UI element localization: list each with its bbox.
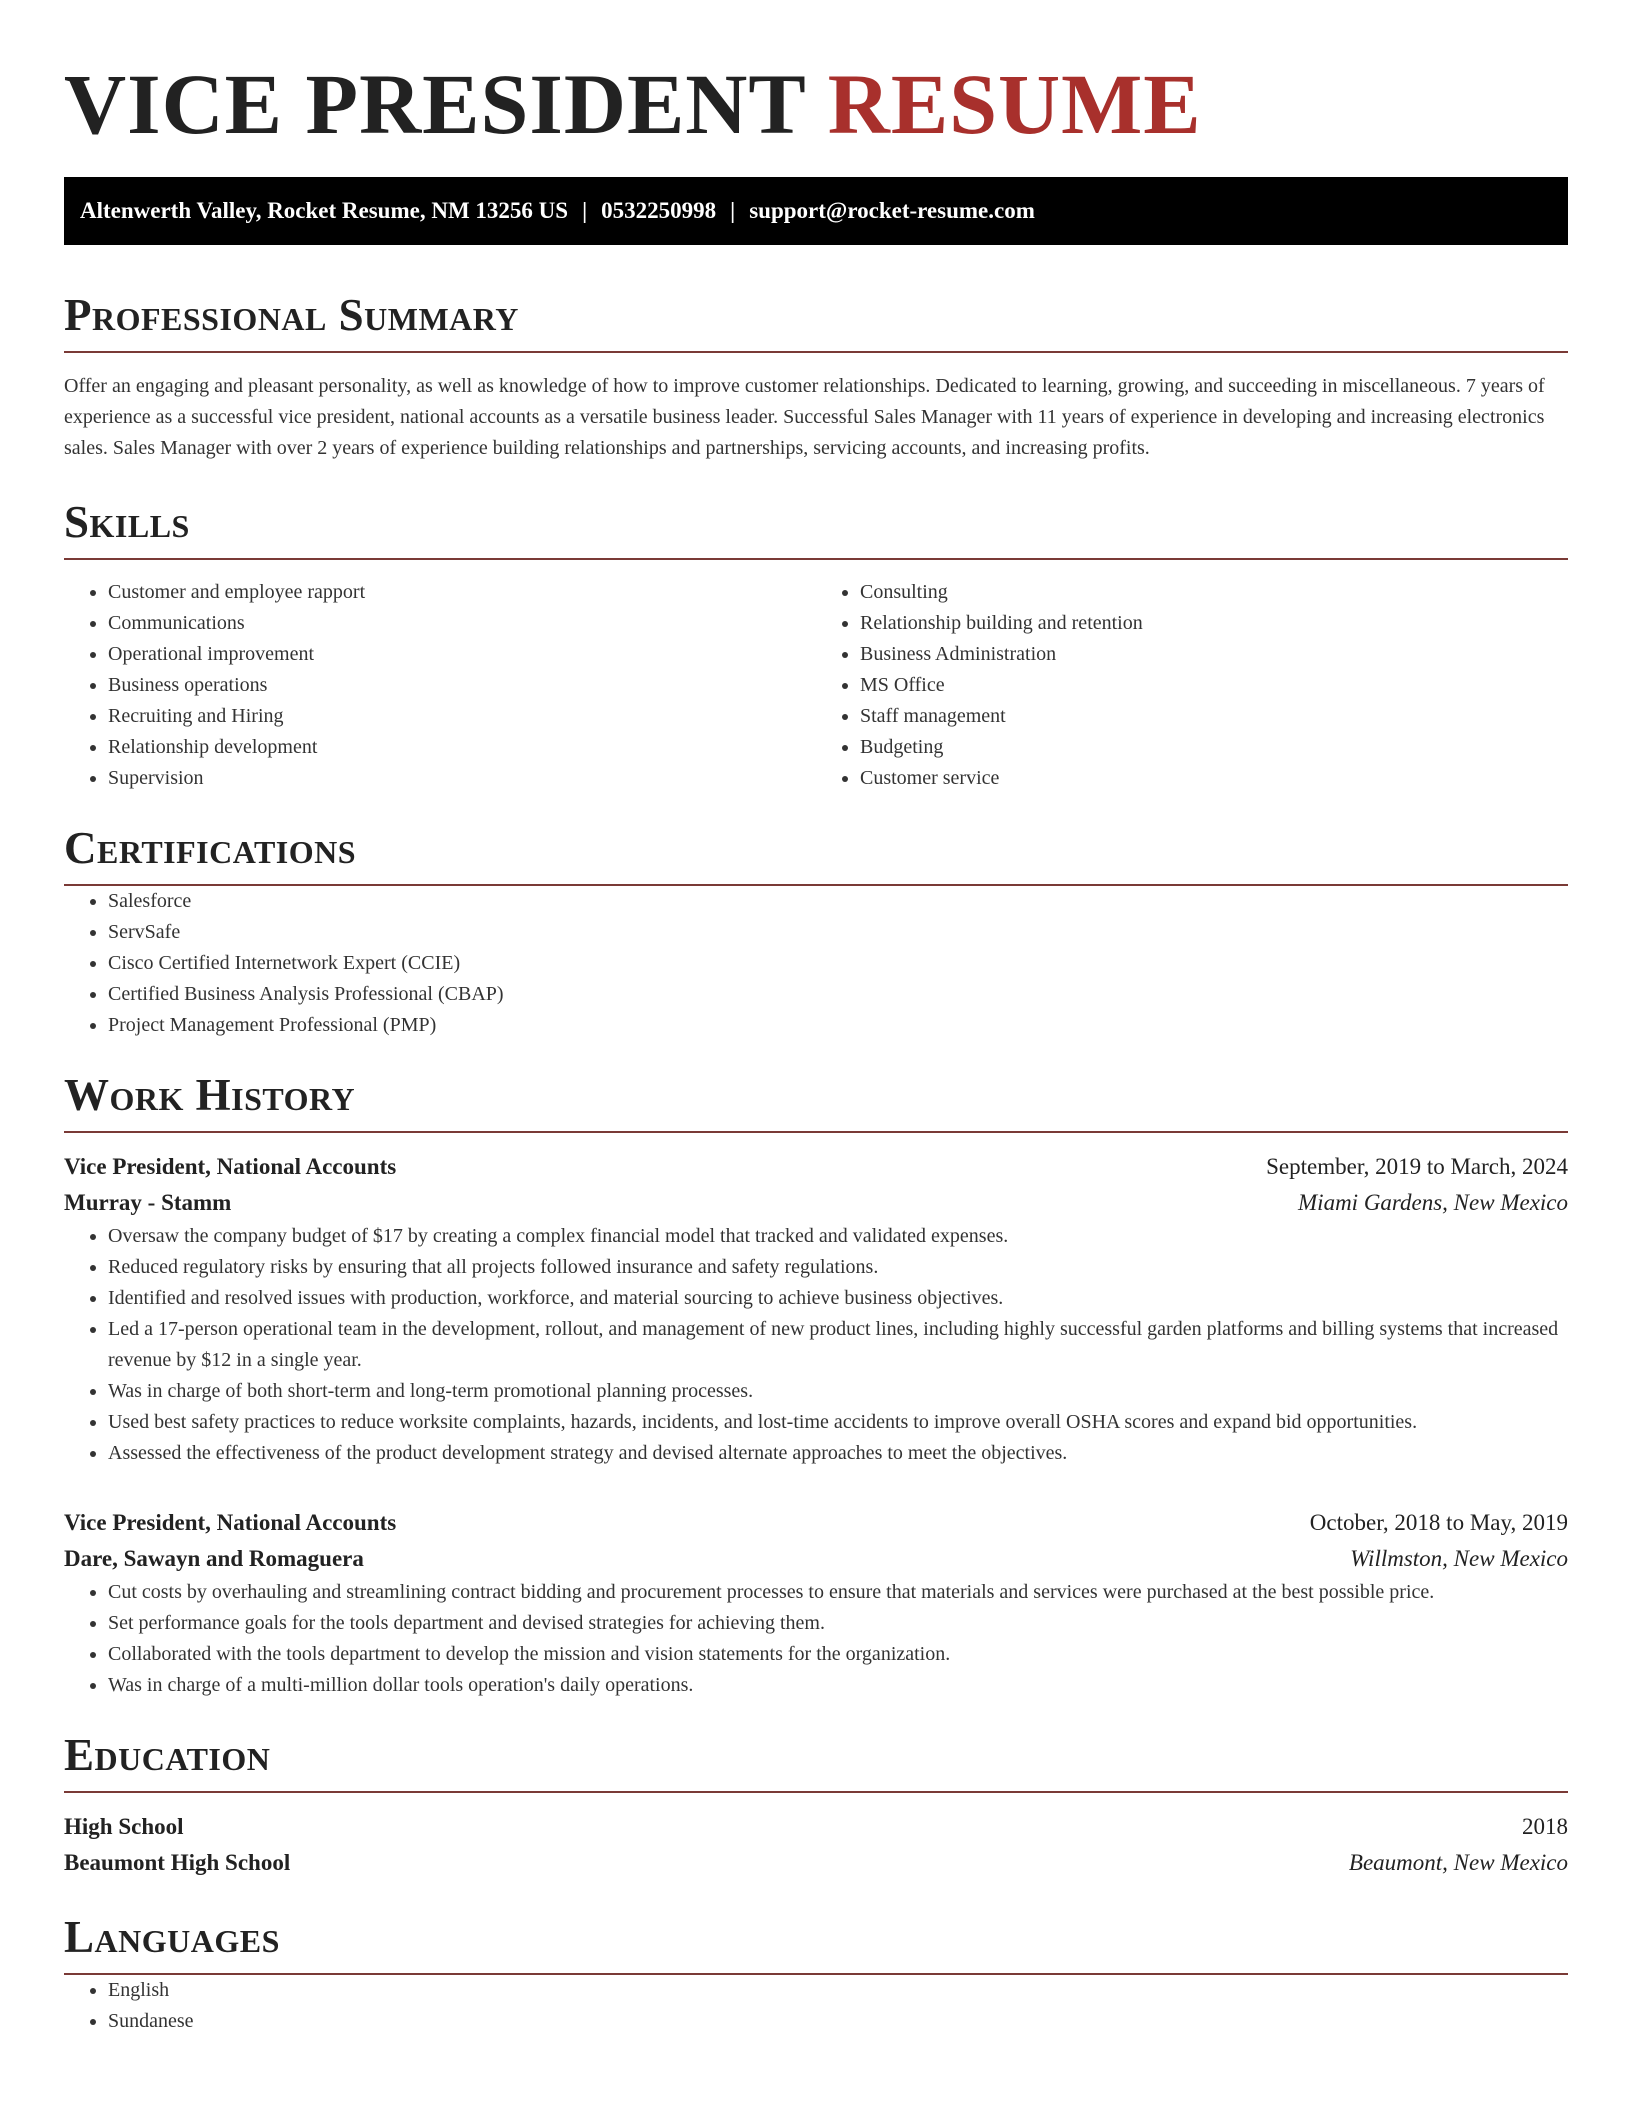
job-entry xyxy=(64,1505,1568,1701)
job-bullet: • Collaborated with the tools department to develop the mission and vision statements for the organization. xyxy=(108,1639,1568,1670)
job-location: Willmston, New Mexico xyxy=(1350,1546,1568,1571)
title-main: VICE PRESIDENT xyxy=(64,56,806,152)
job-title-row xyxy=(64,1505,1568,1541)
certification-item: • Project Management Professional (PMP) xyxy=(108,1010,1568,1041)
job-dates: October, 2018 to May, 2019 xyxy=(1309,1510,1568,1535)
certifications-heading: Certifications xyxy=(64,820,1568,886)
languages-heading: Languages xyxy=(64,1909,1568,1975)
job-company-row xyxy=(64,1185,1568,1221)
job-bullet: • Led a 17-person operational team in the development, rollout, and management of new product lines, including highly successful garden platforms and billing systems that increased revenue by $12 in a single year. xyxy=(108,1314,1568,1376)
resume-title xyxy=(64,54,1568,154)
contact-email: support@rocket-resume.com xyxy=(749,198,1035,223)
job-title: Vice President, National Accounts xyxy=(64,1510,397,1535)
job-company-row xyxy=(64,1541,1568,1577)
skill-item: • Recruiting and Hiring xyxy=(108,701,816,732)
job-title: Vice President, National Accounts xyxy=(64,1154,397,1179)
education-entry xyxy=(64,1809,1568,1881)
job-bullet: • Was in charge of a multi-million dollar tools operation's daily operations. xyxy=(108,1670,1568,1701)
job-bullet: • Reduced regulatory risks by ensuring that all projects followed insurance and safety regulations. xyxy=(108,1252,1568,1283)
certification-item: • Salesforce xyxy=(108,886,1568,917)
education-degree-row xyxy=(64,1809,1568,1845)
skill-item: • MS Office xyxy=(860,670,1568,701)
language-item: • Sundanese xyxy=(108,2006,1568,2037)
certification-item: • Certified Business Analysis Professional (CBAP) xyxy=(108,979,1568,1010)
job-title-row xyxy=(64,1149,1568,1185)
certification-item: • Cisco Certified Internetwork Expert (CCIE) xyxy=(108,948,1568,979)
certifications-list xyxy=(64,886,1568,1041)
skills-list-left xyxy=(64,577,816,794)
job-dates: September, 2019 to March, 2024 xyxy=(1266,1154,1568,1179)
summary-heading: Professional Summary xyxy=(64,287,1568,353)
contact-separator: | xyxy=(582,198,588,223)
education-school: Beaumont High School xyxy=(64,1850,291,1875)
job-bullet: • Was in charge of both short-term and long-term promotional planning processes. xyxy=(108,1376,1568,1407)
job-bullet: • Set performance goals for the tools department and devised strategies for achieving them. xyxy=(108,1608,1568,1639)
education-school-row xyxy=(64,1845,1568,1881)
skill-item: • Relationship building and retention xyxy=(860,608,1568,639)
skill-item: • Operational improvement xyxy=(108,639,816,670)
job-company: Dare, Sawayn and Romaguera xyxy=(64,1546,364,1571)
skill-item: • Budgeting xyxy=(860,732,1568,763)
job-bullet: • Assessed the effectiveness of the product development strategy and devised alternate approaches to meet the objectives. xyxy=(108,1438,1568,1469)
job-bullets xyxy=(64,1221,1568,1469)
skill-item: • Business Administration xyxy=(860,639,1568,670)
job-bullet: • Cut costs by overhauling and streamlining contract bidding and procurement processes to ensure that materials and services were purchased at the best possible price. xyxy=(108,1577,1568,1608)
skill-item: • Supervision xyxy=(108,763,816,794)
skill-item: • Customer and employee rapport xyxy=(108,577,816,608)
job-bullets xyxy=(64,1577,1568,1701)
contact-bar xyxy=(64,177,1568,245)
job-location: Miami Gardens, New Mexico xyxy=(1298,1190,1568,1215)
job-company: Murray - Stamm xyxy=(64,1190,232,1215)
skill-item: • Customer service xyxy=(860,763,1568,794)
skills-columns xyxy=(64,577,1568,794)
skills-list-right xyxy=(816,577,1568,794)
certification-item: • ServSafe xyxy=(108,917,1568,948)
education-location: Beaumont, New Mexico xyxy=(1348,1850,1568,1875)
contact-address: Altenwerth Valley, Rocket Resume, NM 13256 US xyxy=(80,198,569,223)
skill-item: • Communications xyxy=(108,608,816,639)
language-item: • English xyxy=(108,1975,1568,2006)
title-accent: RESUME xyxy=(827,56,1202,152)
skill-item: • Consulting xyxy=(860,577,1568,608)
contact-separator: | xyxy=(730,198,736,223)
languages-list xyxy=(64,1975,1568,2037)
job-entry xyxy=(64,1149,1568,1469)
job-bullet: • Identified and resolved issues with production, workforce, and material sourcing to achieve business objectives. xyxy=(108,1283,1568,1314)
contact-phone: 0532250998 xyxy=(601,198,717,223)
education-heading: Education xyxy=(64,1727,1568,1793)
education-degree: High School xyxy=(64,1814,184,1839)
skill-item: • Staff management xyxy=(860,701,1568,732)
education-year: 2018 xyxy=(1522,1814,1568,1839)
skill-item: • Business operations xyxy=(108,670,816,701)
skill-item: • Relationship development xyxy=(108,732,816,763)
skills-heading: Skills xyxy=(64,494,1568,560)
summary-text: Offer an engaging and pleasant personality, as well as knowledge of how to improve customer relationships. Dedicated to learning, growing, and succeeding in miscellaneous. 7 years of experience as a successful vice president, national accounts as a versatile business leader. Successful Sales Manager with 11 years of experience in developing and increasing electronics sales. Sales Manager with over 2 years of experience building relationships and partnerships, servicing accounts, and increasing profits. xyxy=(64,375,1545,459)
job-bullet: • Used best safety practices to reduce worksite complaints, hazards, incidents, and lost-time accidents to improve overall OSHA scores and expand bid opportunities. xyxy=(108,1407,1568,1438)
job-bullet: • Oversaw the company budget of $17 by creating a complex financial model that tracked and validated expenses. xyxy=(108,1221,1568,1252)
work-history-heading: Work History xyxy=(64,1067,1568,1133)
